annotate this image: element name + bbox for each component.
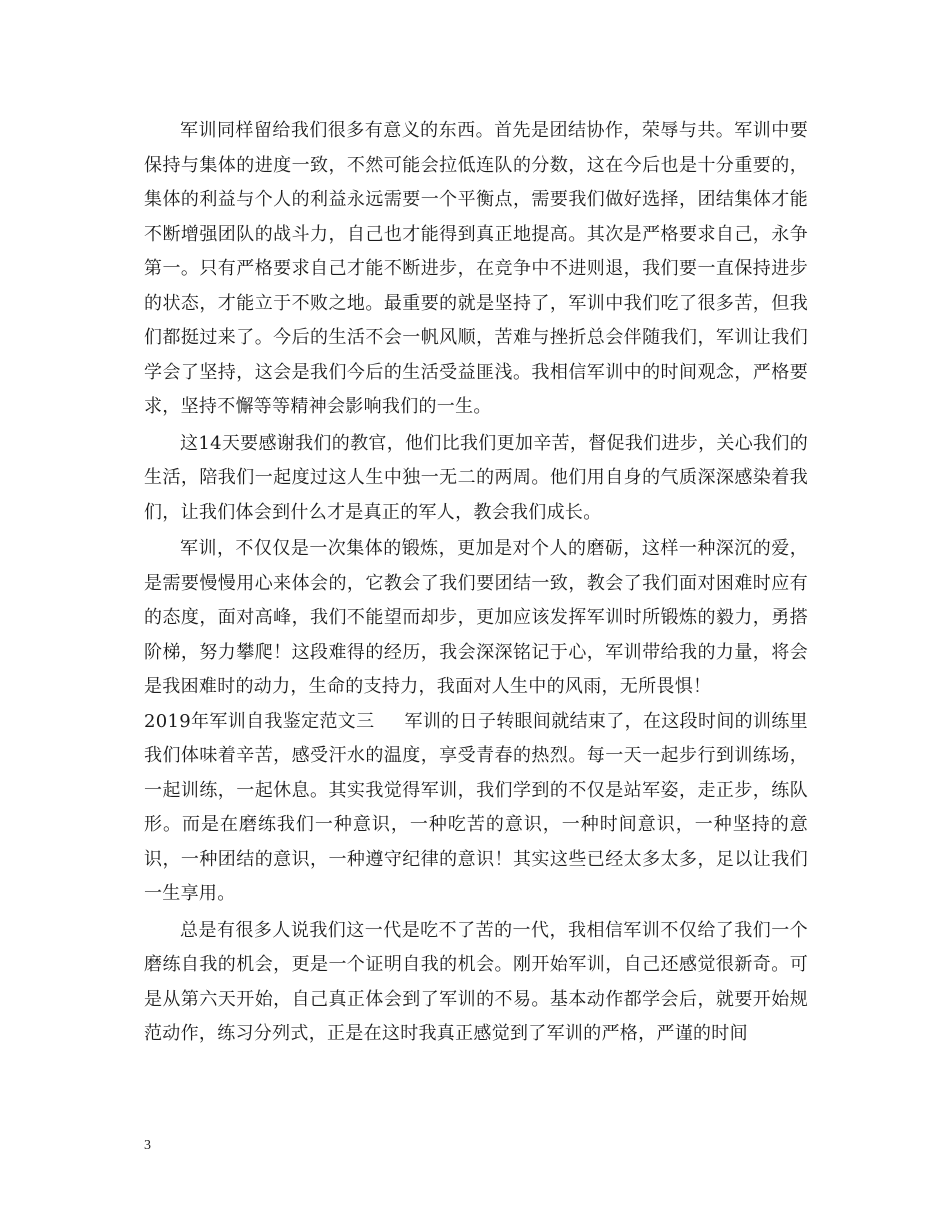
page-number: 3: [144, 1138, 151, 1153]
section-heading: 2019年军训自我鉴定范文三: [144, 710, 375, 732]
section-first-paragraph: 军训的日子转眼间就结束了，在这段时间的训练里我们体味着辛苦，感受汗水的温度，享受青春的热烈。每一天一起步行到训练场，一起训练，一起休息。其实我觉得军训，我们学到的不仅是站军姿，走正步，练队形。而是在磨练我们一种意识，一种吃苦的意识，一种时间意识，一种坚持的意识，一种团结的意识，一种遵守纪律的意识！其实这些已经太多太多，足以让我们一生享用。: [144, 710, 808, 904]
paragraph-1: 军训同样留给我们很多有意义的东西。首先是团结协作，荣辱与共。军训中要保持与集体的进度一致，不然可能会拉低连队的分数，这在今后也是十分重要的，集体的利益与个人的利益永远需要一个平衡点，需要我们做好选择，团结集体才能不断增强团队的战斗力，自己也才能得到真正地提高。其次是严格要求自己，永争第一。只有严格要求自己才能不断进步，在竞争中不进则退，我们要一直保持进步的状态，才能立于不败之地。最重要的就是坚持了，军训中我们吃了很多苦，但我们都挺过来了。今后的生活不会一帆风顺，苦难与挫折总会伴随我们，军训让我们学会了坚持，这会是我们今后的生活受益匪浅。我相信军训中的时间观念，严格要求，坚持不懈等等精神会影响我们的一生。: [144, 120, 808, 417]
paragraph-last: 总是有很多人说我们这一代是吃不了苦的一代，我相信军训不仅给了我们一个磨练自我的机会，更是一个证明自我的机会。刚开始军训，自己还感觉很新奇。可是从第六天开始，自己真正体会到了军训的不易。基本动作都学会后，就要开始规范动作，练习分列式，正是在这时我真正感觉到了军训的严格，严谨的时间: [144, 919, 808, 1044]
section-paragraph: [144, 705, 808, 912]
document-body: [144, 114, 808, 1052]
paragraph-3: 军训，不仅仅是一次集体的锻炼，更加是对个人的磨砺，这样一种深沉的爱，是需要慢慢用心来体会的，它教会了我们要团结一致，教会了我们面对困难时应有的态度，面对高峰，我们不能望而却步，更加应该发挥军训时所锻炼的毅力，勇搭阶梯，努力攀爬！这段难得的经历，我会深深铭记于心，军训带给我的力量，将会是我困难时的动力，生命的支持力，我面对人生中的风雨，无所畏惧！: [144, 538, 808, 697]
paragraph-2: 这14天要感谢我们的教官，他们比我们更加辛苦，督促我们进步，关心我们的生活，陪我们一起度过这人生中独一无二的两周。他们用自身的气质深深感染着我们，让我们体会到什么才是真正的军人，教会我们成长。: [144, 432, 808, 523]
